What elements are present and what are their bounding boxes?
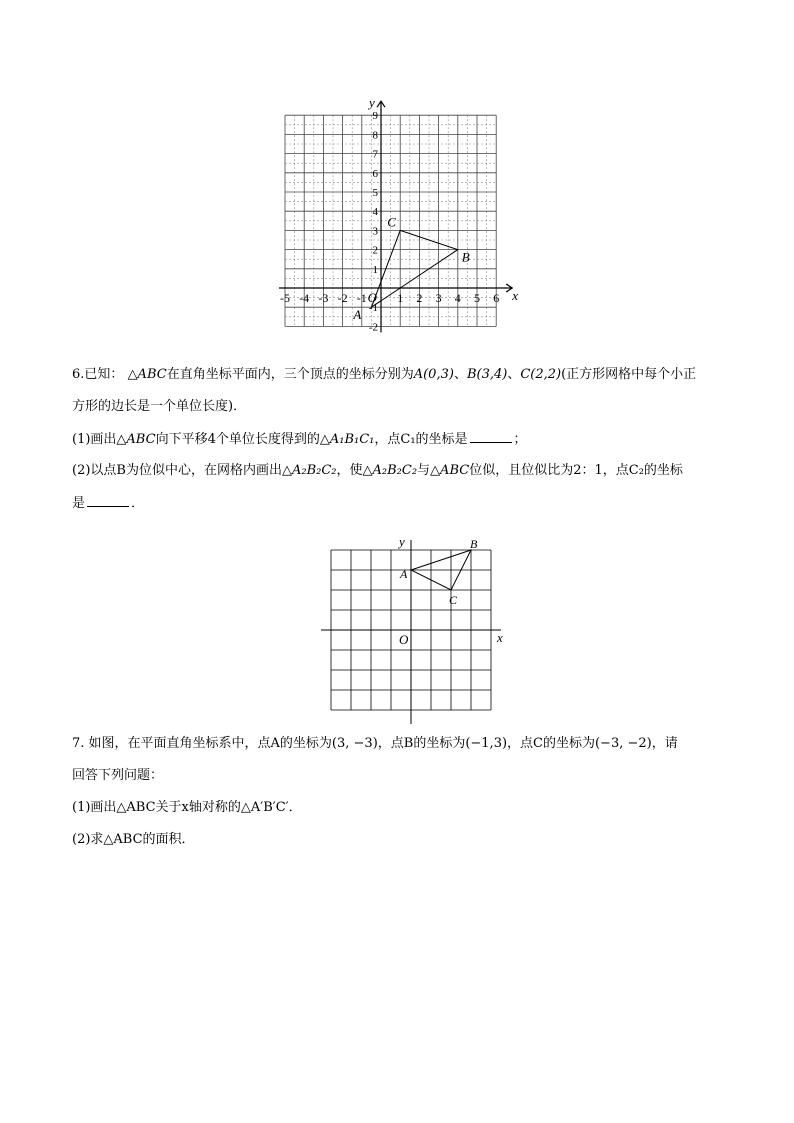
origin-label: O: [399, 632, 409, 647]
y-tick-label: 8: [372, 129, 378, 142]
x-tick-label: 6: [493, 291, 500, 305]
problem-7-part-1: (1)画出△ABC关于x轴对称的△A′B′C′．: [72, 800, 302, 815]
point-label-c: C: [387, 214, 396, 230]
x-axis-label: x: [512, 288, 518, 303]
point-label-a: A: [353, 307, 362, 323]
point-label-c: C: [449, 593, 458, 607]
x-tick-label: -3: [318, 291, 329, 305]
y-axis-label: y: [369, 95, 375, 111]
axes: [321, 540, 501, 724]
answer-blank[interactable]: [87, 494, 129, 507]
x-tick-label: 2: [416, 291, 423, 305]
x-tick-label: 5: [474, 291, 480, 305]
x-tick-label: -4: [299, 291, 310, 305]
problem-6-part-1: (1)画出△ABC向下平移4个单位长度得到的△A₁B₁C₁，点C₁的坐标是 ；: [72, 432, 527, 447]
point-label-b: B: [470, 537, 478, 551]
y-tick-label: 9: [372, 110, 378, 123]
y-tick-label: 5: [372, 187, 378, 199]
y-tick-label: 1: [372, 263, 378, 276]
y-tick-label: 6: [372, 167, 378, 180]
problem-6-line-1: 6.已知： △ABC在直角坐标平面内，三个顶点的坐标分别为A(0,3)、B(3,4)、C(2,2)(正方形网格中每个小正: [72, 367, 697, 382]
problem-7-line-2: 回答下列问题：: [72, 768, 164, 783]
problem-6-part-2-line-2: 是 ．: [72, 496, 145, 511]
x-tick-label: 1: [397, 291, 404, 305]
answer-blank[interactable]: [470, 430, 512, 443]
origin-label: O: [367, 290, 377, 305]
y-tick-label: -1: [368, 302, 378, 315]
point-label-b: B: [461, 249, 470, 265]
problem-6-line-2: 方形的边长是一个单位长度)．: [72, 399, 247, 414]
problem-6-part-2: (2)以点B为位似中心，在网格内画出△A₂B₂C₂，使△A₂B₂C₂与△ABC位似，且位似比为2：1，点C₂的坐标: [72, 463, 683, 478]
point-label-a: A: [400, 567, 408, 581]
x-tick-label: -2: [337, 291, 348, 305]
coordinate-figure-2: [318, 532, 514, 726]
y-tick-label: 4: [372, 206, 378, 219]
y-tick-label: 3: [372, 225, 378, 238]
y-tick-label: 7: [372, 148, 378, 161]
x-tick-label: 4: [454, 291, 461, 305]
y-axis-label: y: [399, 534, 405, 549]
x-tick-label: -5: [280, 291, 290, 305]
y-tick-label: -2: [368, 321, 378, 334]
x-axis-label: x: [497, 630, 503, 645]
coordinate-figure-1: [270, 90, 530, 340]
problem-7-line-1: 7. 如图，在平面直角坐标系中，点A的坐标为(3, −3)，点B的坐标为(−1,3)，点C的坐标为(−3, −2)，请: [72, 736, 678, 751]
y-tick-label: 2: [372, 244, 378, 257]
x-tick-label: 3: [435, 291, 442, 305]
problem-7-part-2: (2)求△ABC的面积．: [72, 832, 195, 847]
x-tick-label: -1: [356, 291, 367, 305]
